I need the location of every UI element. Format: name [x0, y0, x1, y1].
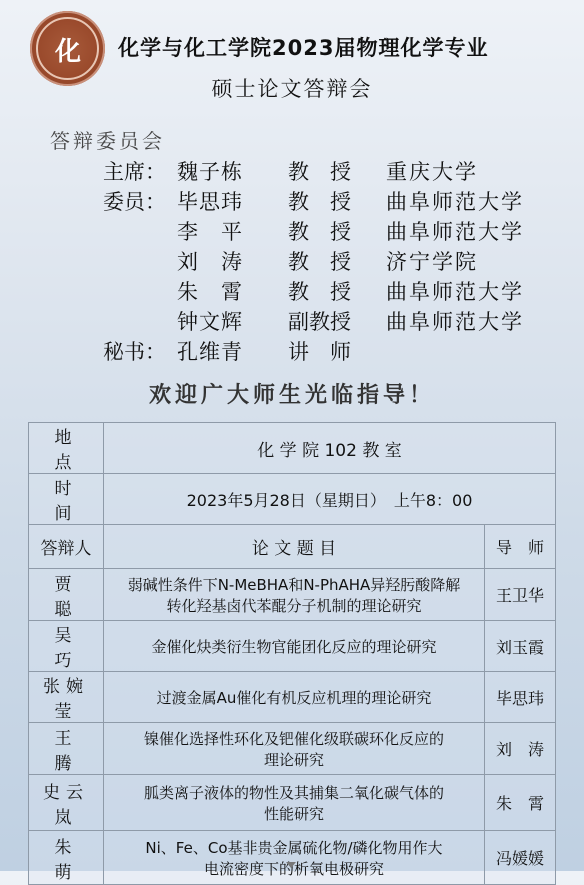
- member-name: 孔维青: [177, 340, 243, 364]
- thesis-title-line: 性能研究: [263, 804, 324, 823]
- member-name: 李 平: [177, 220, 243, 244]
- location-label: 地 点: [29, 423, 104, 474]
- table-row: [29, 723, 556, 775]
- member-title: 讲 师: [288, 340, 351, 364]
- advisor-name: 冯媛媛: [485, 831, 556, 885]
- welcome-text: 欢迎广大师生光临指导！: [148, 382, 435, 408]
- member-title: 副教授: [288, 310, 351, 334]
- advisor-name: 毕思玮: [485, 672, 556, 723]
- advisor-name: 朱 霄: [485, 775, 556, 831]
- member-role: 主席：: [103, 160, 166, 184]
- advisor-name: 刘 涛: [485, 723, 556, 775]
- member-institution: 曲阜师范大学: [386, 220, 524, 244]
- thesis-title: [104, 672, 485, 723]
- location-row: [29, 423, 556, 474]
- thesis-title: [104, 723, 485, 775]
- table-row: [29, 569, 556, 621]
- defender-name: 张婉莹: [29, 672, 104, 723]
- member-institution: 曲阜师范大学: [386, 190, 524, 214]
- thesis-title: [104, 569, 485, 621]
- member-name: 魏子栋: [177, 160, 243, 184]
- member-name: 毕思玮: [177, 190, 243, 214]
- member-institution: 济宁学院: [386, 250, 478, 274]
- location-value: 化 学 院 102 教 室: [104, 423, 556, 474]
- thesis-title-line: 弱碱性条件下N-MeBHA和N-PhAHA异羟肟酸降解: [127, 575, 461, 594]
- defender-name: 王 腾: [29, 723, 104, 775]
- member-name: 钟文辉: [177, 310, 243, 334]
- thesis-title-line: 转化羟基卤代苯醌分子机制的理论研究: [166, 596, 422, 615]
- logo-emblem-icon: 化: [54, 37, 80, 67]
- table-row: [29, 621, 556, 672]
- member-name: 朱 霄: [177, 280, 243, 304]
- thesis-title-line: 金催化炔类衍生物官能团化反应的理论研究: [151, 637, 437, 656]
- thesis-title-line: 电流密度下的析氧电极研究: [203, 859, 384, 878]
- scroll-down-indicator-icon[interactable]: [286, 862, 296, 868]
- committee-heading: 答辩委员会: [50, 129, 165, 153]
- thesis-title: [104, 775, 485, 831]
- member-title: 教 授: [288, 250, 351, 274]
- defender-name: 贾 聪: [29, 569, 104, 621]
- member-institution: 曲阜师范大学: [386, 310, 524, 334]
- member-title: 教 授: [288, 160, 351, 184]
- thesis-title-line: 理论研究: [263, 750, 324, 769]
- thesis-title-line: 胍类离子液体的物性及其捕集二氧化碳气体的: [143, 783, 444, 802]
- table-row: [29, 831, 556, 885]
- defender-name: 朱 萌: [29, 831, 104, 885]
- member-role: 秘书：: [103, 340, 166, 364]
- member-title: 教 授: [288, 190, 351, 214]
- member-title: 教 授: [288, 280, 351, 304]
- member-institution: 重庆大学: [386, 160, 478, 184]
- table-row: [29, 775, 556, 831]
- thesis-title-line: 镍催化选择性环化及钯催化级联碳环化反应的: [143, 729, 444, 748]
- time-value: 2023年5月28日（星期日） 上午8：00: [104, 474, 556, 525]
- member-title: 教 授: [288, 220, 351, 244]
- member-role: 委员：: [103, 190, 166, 214]
- defender-name: 史云岚: [29, 775, 104, 831]
- time-label: 时 间: [29, 474, 104, 525]
- thesis-title-line: 过渡金属Au催化有机反应机理的理论研究: [156, 688, 432, 707]
- thesis-title: [104, 831, 485, 885]
- col-defender-header: 答辩人: [29, 525, 104, 569]
- table-header-row: [29, 525, 556, 569]
- advisor-name: 王卫华: [485, 569, 556, 621]
- table-row: [29, 672, 556, 723]
- thesis-title: [104, 621, 485, 672]
- defender-name: 吴 巧: [29, 621, 104, 672]
- time-row: [29, 474, 556, 525]
- page-title-line1: 化学与化工学院2023届物理化学专业: [118, 36, 489, 60]
- col-thesis-header: 论 文 题 目: [104, 525, 485, 569]
- defense-schedule-table: [28, 422, 556, 885]
- thesis-title-line: Ni、Fe、Co基非贵金属硫化物/磷化物用作大: [145, 838, 443, 857]
- col-advisor-header: 导 师: [485, 525, 556, 569]
- member-institution: 曲阜师范大学: [386, 280, 524, 304]
- page-title-line2: 硕士论文答辩会: [211, 77, 373, 101]
- member-name: 刘 涛: [177, 250, 243, 274]
- advisor-name: 刘玉霞: [485, 621, 556, 672]
